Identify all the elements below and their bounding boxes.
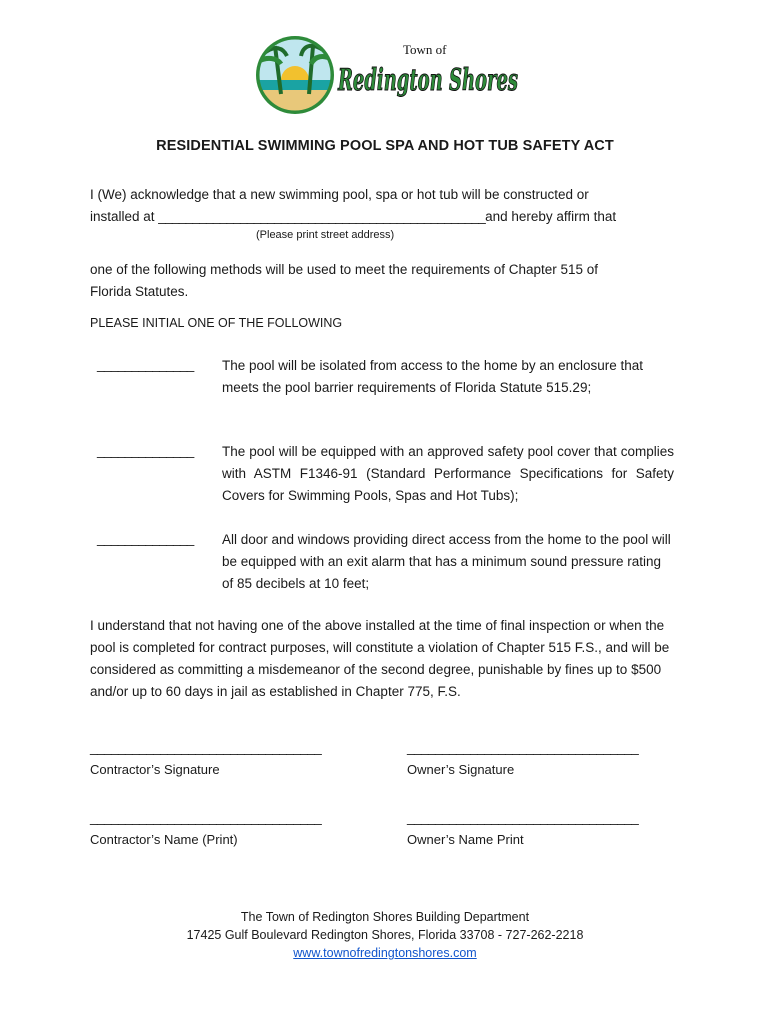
town-logo bbox=[253, 34, 521, 116]
understand-paragraph: I understand that not having one of the above installed at the time of final inspection or when the pool is completed for contract purposes, will constitute a violation of Chapter 515 F.S., and will be considered as committing a misdemeanor of the second degree, punishable by fines up to $500 and/or up to 60 days in jail as established in Chapter 775, F.S. bbox=[90, 618, 670, 699]
ack-affirm: and hereby affirm that bbox=[485, 209, 617, 224]
contractor-name-label: Contractor’s Name (Print) bbox=[90, 832, 238, 847]
owner-signature-label: Owner’s Signature bbox=[407, 762, 515, 777]
owner-name-label: Owner’s Name Print bbox=[407, 832, 524, 847]
footer-address: 17425 Gulf Boulevard Redington Shores, Florida 33708 - 727-262-2218 bbox=[186, 928, 584, 942]
contractor-name-line[interactable]: _________________________________ bbox=[90, 810, 322, 825]
contractor-signature-line[interactable]: _________________________________ bbox=[90, 740, 322, 755]
address-hint: (Please print street address) bbox=[256, 229, 395, 241]
logo-town-name: Redington Shores bbox=[337, 63, 519, 98]
ack-line-3: one of the following methods will be used to meet the requirements of Chapter 515 of bbox=[90, 262, 599, 277]
option-text-2: The pool will be equipped with an approved safety pool cover that complies with ASTM F1346-91 (Standard Performance Specifications for Safety Covers for Swimming Pools, Spas and Hot Tubs); bbox=[222, 444, 674, 503]
footer-website-row bbox=[0, 944, 770, 962]
option-text-3: All door and windows providing direct access from the home to the pool will be equipped with an exit alarm that has a minimum sound pressure rating of 85 decibels at 10 feet; bbox=[222, 532, 671, 591]
ack-line-4: Florida Statutes. bbox=[90, 284, 189, 299]
footer-department: The Town of Redington Shores Building Department bbox=[240, 910, 530, 924]
initial-blank-1[interactable]: ______________ bbox=[97, 357, 194, 372]
instruction-text: PLEASE INITIAL ONE OF THE FOLLOWING bbox=[90, 316, 343, 330]
town-logo-graphic bbox=[253, 34, 521, 116]
initial-blank-3[interactable]: ______________ bbox=[97, 531, 194, 546]
initial-blank-2[interactable]: ______________ bbox=[97, 443, 194, 458]
ack-installed-at: installed at bbox=[90, 209, 159, 224]
address-blank[interactable]: ________________________________________________ bbox=[158, 209, 486, 224]
website-link[interactable]: www.townofredingtonshores.com bbox=[293, 946, 477, 960]
ack-line-2 bbox=[90, 206, 690, 228]
ack-line-1: I (We) acknowledge that a new swimming pool, spa or hot tub will be constructed or bbox=[90, 187, 589, 202]
page-title: RESIDENTIAL SWIMMING POOL SPA AND HOT TUB SAFETY ACT bbox=[156, 138, 614, 154]
owner-name-line[interactable]: _________________________________ bbox=[407, 810, 639, 825]
option-text-1: The pool will be isolated from access to the home by an enclosure that meets the pool barrier requirements of Florida Statute 515.29; bbox=[222, 358, 643, 395]
contractor-signature-label: Contractor’s Signature bbox=[90, 762, 220, 777]
logo-town-of: Town of bbox=[403, 42, 447, 57]
owner-signature-line[interactable]: _________________________________ bbox=[407, 740, 639, 755]
